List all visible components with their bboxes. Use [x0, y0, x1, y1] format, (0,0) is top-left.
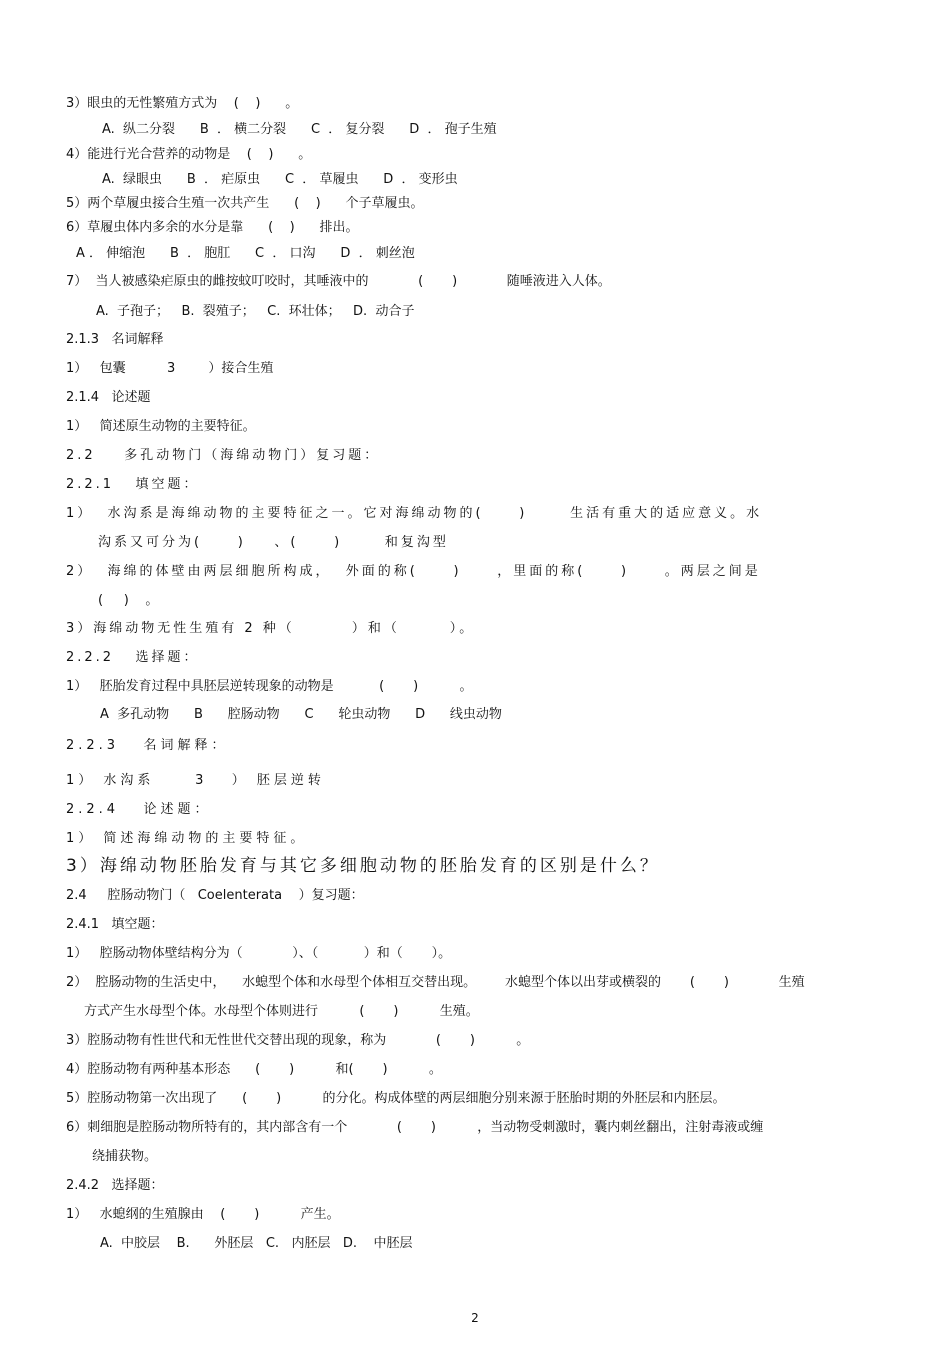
text-line: A. 子孢子； B. 裂殖子； C. 环壮体； D. 动合子 — [96, 304, 415, 319]
text-line: 1） 胚胎发育过程中具胚层逆转现象的动物是 ( ) 。 — [66, 679, 473, 694]
text-line: 2） 腔肠动物的生活史中， 水螅型个体和水母型个体相互交替出现。 水螅型个体以出芽或横裂的 ( ) 生殖 — [66, 975, 805, 990]
section-heading: 2.2.2 选择题： — [66, 650, 200, 665]
text-line: 1） 简述海绵动物的主要特征。 — [66, 831, 308, 846]
text-line: 6）刺细胞是腔肠动物所特有的，其内部含有一个 ( ) ，当动物受刺激时，囊内刺丝翻出，注射毒液或缠 — [66, 1120, 764, 1135]
section-heading: 2.4.1 填空题： — [66, 917, 164, 932]
text-line: 4）能进行光合营养的动物是 ( ) 。 — [66, 147, 312, 162]
text-line: 方式产生水母型个体。水母型个体则进行 ( ) 生殖。 — [84, 1004, 479, 1019]
text-line: A ． 伸缩泡 B ． 胞肛 C ． 口沟 D ． 刺丝泡 — [76, 246, 415, 261]
text-line: ( ) 。 — [98, 593, 159, 608]
text-line: 1） 腔肠动物体壁结构分为（ ）、（ ）和（ ）。 — [66, 946, 452, 961]
text-line: 绕捕获物。 — [92, 1149, 158, 1164]
text-line: 1） 水沟系是海绵动物的主要特征之一。它对海绵动物的( ) 生活有重大的适应意义。水 — [66, 506, 763, 521]
text-line: A. 绿眼虫 B ． 疟原虫 C ． 草履虫 D ． 变形虫 — [102, 172, 458, 187]
text-line: 沟系又可分为( ) 、( ) 和复沟型 — [98, 535, 449, 550]
section-heading: 2.4.2 选择题： — [66, 1178, 164, 1193]
text-line: A 多孔动物 B 腔肠动物 C 轮虫动物 D 线虫动物 — [100, 707, 502, 722]
section-heading: 2.2.4 论述题： — [66, 802, 212, 817]
section-heading: 2.4 腔肠动物门（ Coelenterata ）复习题： — [66, 888, 364, 903]
text-line: 1） 水螅纲的生殖腺由 ( ) 产生。 — [66, 1207, 340, 1222]
text-line: 7） 当人被感染疟原虫的雌按蚊叮咬时，其唾液中的 ( ) 随唾液进入人体。 — [66, 274, 611, 289]
section-heading: 2.1.3 名词解释 — [66, 332, 164, 347]
section-heading: 2.1.4 论述题 — [66, 390, 151, 405]
section-heading: 2.2.3 名词解释： — [66, 738, 229, 753]
text-line: 1） 水沟系 3 ） 胚层逆转 — [66, 773, 325, 788]
text-line: 5）两个草履虫接合生殖一次共产生 ( ) 个子草履虫。 — [66, 196, 424, 211]
text-line: A. 纵二分裂 B ． 横二分裂 C ． 复分裂 D ． 孢子生殖 — [102, 122, 497, 137]
page-number: 2 — [471, 1311, 479, 1325]
text-line: A. 中胶层 B. 外胚层 C. 内胚层 D. 中胚层 — [100, 1236, 413, 1251]
text-line: 2） 海绵的体壁由两层细胞所构成， 外面的称( ) ，里面的称( ) 。两层之间是 — [66, 564, 761, 579]
text-line: 3）海绵动物无性生殖有 2 种（ ）和（ ）。 — [66, 621, 476, 636]
text-line: 1） 包囊 3 ）接合生殖 — [66, 361, 274, 376]
section-heading: 2.2 多孔动物门（海绵动物门）复习题： — [66, 448, 381, 463]
text-line: 3）眼虫的无性繁殖方式为 ( ) 。 — [66, 96, 299, 111]
text-line: 5）腔肠动物第一次出现了 ( ) 的分化。构成体壁的两层细胞分别来源于胚胎时期的外胚层和内胚层。 — [66, 1091, 726, 1106]
text-line: 6）草履虫体内多余的水分是靠 ( ) 排出。 — [66, 220, 359, 235]
section-heading: 2.2.1 填空题： — [66, 477, 200, 492]
text-line: 3）海绵动物胚胎发育与其它多细胞动物的胚胎发育的区别是什么？ — [66, 856, 660, 876]
text-line: 3）腔肠动物有性世代和无性世代交替出现的现象，称为 ( ) 。 — [66, 1033, 530, 1048]
text-line: 4）腔肠动物有两种基本形态 ( ) 和( ) 。 — [66, 1062, 442, 1077]
text-line: 1） 简述原生动物的主要特征。 — [66, 419, 256, 434]
